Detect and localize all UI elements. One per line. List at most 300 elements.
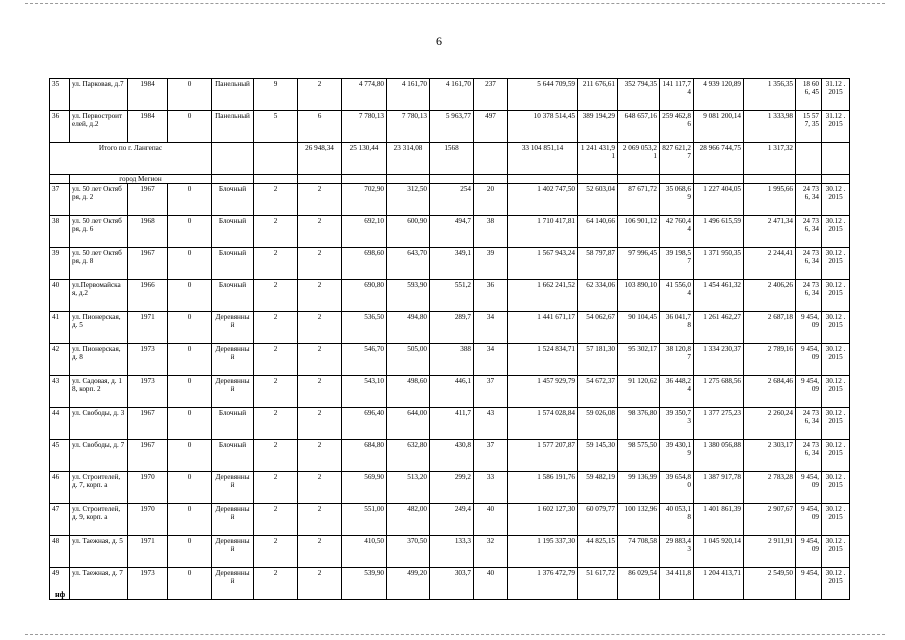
cell-a1: 44 825,15 xyxy=(578,536,618,568)
cell-a4: 1 380 056,88 xyxy=(694,440,744,472)
cell-v2: 312,50 xyxy=(387,184,430,216)
cell-c3: 0 xyxy=(168,184,212,216)
total-section xyxy=(50,143,850,184)
cell-year: 1967 xyxy=(128,184,168,216)
cell-year: 1973 xyxy=(128,568,168,600)
cell-address: ул. Садовая, д. 18, корп. 2 xyxy=(70,376,128,408)
cell-v1: 569,90 xyxy=(342,472,387,504)
cell-v1: 690,80 xyxy=(342,280,387,312)
cell-material: Блочный xyxy=(212,440,254,472)
cell-year: 1967 xyxy=(128,408,168,440)
cell-v2: 513,20 xyxy=(387,472,430,504)
total-v4: 1568 xyxy=(430,143,474,175)
cell-a2: 100 132,96 xyxy=(618,504,660,536)
cell-no: 45 xyxy=(50,440,70,472)
cell-v4: 33 xyxy=(474,472,508,504)
cell-a2: 74 708,58 xyxy=(618,536,660,568)
cell-a5: 2 907,67 xyxy=(744,504,796,536)
cell-cost: 1 402 747,50 xyxy=(508,184,578,216)
table-row xyxy=(50,408,850,440)
cell-a3: 38 120,8 7 xyxy=(660,344,694,376)
cell-floors: 2 xyxy=(254,504,298,536)
cell-date: 30.12 .2015 xyxy=(822,440,850,472)
total-row xyxy=(50,143,850,175)
cell-a1: 58 797,87 xyxy=(578,248,618,280)
cell-v1: 684,80 xyxy=(342,440,387,472)
cell-floors: 2 xyxy=(254,280,298,312)
rows-megion xyxy=(50,184,850,600)
total-a3: 827 621,2 7 xyxy=(660,143,694,175)
cell-entrances: 2 xyxy=(298,504,342,536)
cell-v1: 551,00 xyxy=(342,504,387,536)
cell-v3: 133,3 xyxy=(430,536,474,568)
cell-a1: 64 140,66 xyxy=(578,216,618,248)
cell-cost: 5 644 709,59 xyxy=(508,79,578,111)
cell-a2: 648 657,16 xyxy=(618,111,660,143)
cell-a5: 2 687,18 xyxy=(744,312,796,344)
cell-c3: 0 xyxy=(168,111,212,143)
cell-material: Деревянный xyxy=(212,568,254,600)
table-row xyxy=(50,568,850,600)
cell-c3: 0 xyxy=(168,472,212,504)
cell-address: ул. Свободы, д. 7 xyxy=(70,440,128,472)
cell-v1: 696,40 xyxy=(342,408,387,440)
cell-a2: 106 901,12 xyxy=(618,216,660,248)
cell-a1: 54 062,67 xyxy=(578,312,618,344)
total-v2: 25 130,44 xyxy=(342,143,387,175)
city-empty xyxy=(342,175,387,184)
cell-entrances: 2 xyxy=(298,440,342,472)
cell-v2: 494,80 xyxy=(387,312,430,344)
total-a5: 1 317,32 xyxy=(744,143,796,175)
cell-floors: 2 xyxy=(254,472,298,504)
cell-entrances: 2 xyxy=(298,408,342,440)
table-row xyxy=(50,536,850,568)
bottom-scan-edge xyxy=(25,634,885,635)
total-empty-a xyxy=(212,143,254,175)
cell-no: 49 xyxy=(50,568,70,600)
cell-floors: 2 xyxy=(254,312,298,344)
cell-no: 43 xyxy=(50,376,70,408)
cell-v4: 38 xyxy=(474,216,508,248)
cell-date: 30.12 .2015 xyxy=(822,184,850,216)
cell-address: ул. Свободы, д. 3 xyxy=(70,408,128,440)
table-row xyxy=(50,440,850,472)
cell-entrances: 2 xyxy=(298,312,342,344)
city-empty xyxy=(822,175,850,184)
cell-year: 1968 xyxy=(128,216,168,248)
cell-material: Деревянный xyxy=(212,376,254,408)
cell-a5: 1 995,66 xyxy=(744,184,796,216)
cell-a6: 24 736, 34 xyxy=(796,408,822,440)
cell-material: Блочный xyxy=(212,248,254,280)
cell-v2: 632,80 xyxy=(387,440,430,472)
cell-v2: 4 161,70 xyxy=(387,79,430,111)
cell-cost: 1 574 028,84 xyxy=(508,408,578,440)
cell-address: ул. 50 лет Октября, д. 6 xyxy=(70,216,128,248)
cell-a3: 36 448,2 4 xyxy=(660,376,694,408)
cell-a5: 2 783,28 xyxy=(744,472,796,504)
cell-no: 42 xyxy=(50,344,70,376)
cell-entrances: 2 xyxy=(298,79,342,111)
top-scan-edge xyxy=(25,3,885,4)
cell-v1: 4 774,80 xyxy=(342,79,387,111)
cell-cost: 1 457 929,79 xyxy=(508,376,578,408)
cell-a2: 86 029,54 xyxy=(618,568,660,600)
cell-material: Деревянный xyxy=(212,312,254,344)
cell-v3: 4 161,70 xyxy=(430,79,474,111)
cell-a2: 352 794,35 xyxy=(618,79,660,111)
housing-table xyxy=(49,78,850,600)
cell-a6: 24 736, 34 xyxy=(796,248,822,280)
cell-a1: 59 026,08 xyxy=(578,408,618,440)
cell-address: ул. Строителей, д. 9, корп. а xyxy=(70,504,128,536)
cell-a5: 1 333,98 xyxy=(744,111,796,143)
cell-a2: 97 996,45 xyxy=(618,248,660,280)
cell-c3: 0 xyxy=(168,536,212,568)
cell-a2: 95 302,17 xyxy=(618,344,660,376)
city-empty xyxy=(618,175,660,184)
cell-a2: 87 671,72 xyxy=(618,184,660,216)
total-empty-c xyxy=(474,143,508,175)
cell-v2: 644,00 xyxy=(387,408,430,440)
cell-a4: 1 045 920,14 xyxy=(694,536,744,568)
total-a4: 28 966 744,75 xyxy=(694,143,744,175)
cell-cost: 1 524 834,71 xyxy=(508,344,578,376)
cell-v3: 446,1 xyxy=(430,376,474,408)
cell-a3: 29 883,4 3 xyxy=(660,536,694,568)
cell-entrances: 2 xyxy=(298,376,342,408)
cell-cost: 1 567 943,24 xyxy=(508,248,578,280)
cell-date: 30.12 .2015 xyxy=(822,216,850,248)
cell-v2: 643,70 xyxy=(387,248,430,280)
cell-a5: 2 406,26 xyxy=(744,280,796,312)
cell-c3: 0 xyxy=(168,248,212,280)
table-row xyxy=(50,280,850,312)
cell-a4: 1 454 461,32 xyxy=(694,280,744,312)
cell-a6: 9 454, 09 xyxy=(796,312,822,344)
city-empty xyxy=(430,175,474,184)
cell-v4: 20 xyxy=(474,184,508,216)
cell-a6: 9 454, 09 xyxy=(796,344,822,376)
cell-v1: 692,10 xyxy=(342,216,387,248)
cell-v3: 388 xyxy=(430,344,474,376)
city-empty xyxy=(796,175,822,184)
cell-cost: 1 710 417,81 xyxy=(508,216,578,248)
cell-v2: 593,90 xyxy=(387,280,430,312)
cell-entrances: 2 xyxy=(298,568,342,600)
cell-no: 47 xyxy=(50,504,70,536)
cell-a6: 9 454, 09 xyxy=(796,376,822,408)
city-empty xyxy=(298,175,342,184)
cell-no: 44 xyxy=(50,408,70,440)
cell-a3: 259 462,8 6 xyxy=(660,111,694,143)
cell-floors: 2 xyxy=(254,376,298,408)
cell-a6: 9 454, 09 xyxy=(796,472,822,504)
cell-c3: 0 xyxy=(168,216,212,248)
cell-v1: 410,50 xyxy=(342,536,387,568)
city-empty xyxy=(254,175,298,184)
cell-address: ул. Таежная, д. 5 xyxy=(70,536,128,568)
cell-a4: 1 261 462,27 xyxy=(694,312,744,344)
cell-floors: 5 xyxy=(254,111,298,143)
cell-no: 39 xyxy=(50,248,70,280)
cell-cost: 1 195 337,30 xyxy=(508,536,578,568)
cell-material: Блочный xyxy=(212,216,254,248)
cell-a3: 34 411,8 xyxy=(660,568,694,600)
total-empty-d xyxy=(796,143,822,175)
cell-a3: 40 053,1 8 xyxy=(660,504,694,536)
cell-a2: 98 575,50 xyxy=(618,440,660,472)
cell-date: 30.12 .2015 xyxy=(822,568,850,600)
table-row xyxy=(50,312,850,344)
cell-a2: 98 376,80 xyxy=(618,408,660,440)
cell-a1: 51 617,72 xyxy=(578,568,618,600)
city-empty xyxy=(508,175,578,184)
city-empty xyxy=(474,175,508,184)
cell-a1: 57 181,30 xyxy=(578,344,618,376)
cell-floors: 2 xyxy=(254,216,298,248)
cell-c3: 0 xyxy=(168,408,212,440)
cell-c3: 0 xyxy=(168,440,212,472)
cell-entrances: 6 xyxy=(298,111,342,143)
cell-address: ул. Первостроителей, д.2 xyxy=(70,111,128,143)
cell-c3: 0 xyxy=(168,568,212,600)
table-row xyxy=(50,472,850,504)
cell-year: 1970 xyxy=(128,472,168,504)
cell-no: 41 xyxy=(50,312,70,344)
cell-date: 30.12 .2015 xyxy=(822,344,850,376)
cell-material: Панельный xyxy=(212,111,254,143)
cell-a6: 9 454, 09 xyxy=(796,504,822,536)
cell-v4: 497 xyxy=(474,111,508,143)
cell-a3: 39 198,5 7 xyxy=(660,248,694,280)
page-number: 6 xyxy=(436,34,442,48)
cell-c3: 0 xyxy=(168,504,212,536)
cell-v4: 34 xyxy=(474,312,508,344)
cell-cost: 1 441 671,17 xyxy=(508,312,578,344)
cell-a1: 54 672,37 xyxy=(578,376,618,408)
cell-a6: 24 736, 34 xyxy=(796,216,822,248)
cell-entrances: 2 xyxy=(298,536,342,568)
cell-address: ул. Пионерская, д. 5 xyxy=(70,312,128,344)
cell-a6: 18 606, 45 xyxy=(796,79,822,111)
city-empty xyxy=(694,175,744,184)
cell-year: 1984 xyxy=(128,79,168,111)
cell-v3: 249,4 xyxy=(430,504,474,536)
cell-date: 30.12 .2015 xyxy=(822,536,850,568)
cell-cost: 10 378 514,45 xyxy=(508,111,578,143)
cell-c3: 0 xyxy=(168,312,212,344)
city-label: город Мегион xyxy=(70,175,212,184)
cell-v4: 237 xyxy=(474,79,508,111)
cell-a3: 35 068,6 9 xyxy=(660,184,694,216)
cell-c3: 0 xyxy=(168,344,212,376)
total-a2: 2 069 053,21 xyxy=(618,143,660,175)
cell-c3: 0 xyxy=(168,280,212,312)
cell-address: ул. Строителей, д. 7, корп. а xyxy=(70,472,128,504)
cell-v3: 5 963,77 xyxy=(430,111,474,143)
cell-no: 36 xyxy=(50,111,70,143)
cell-a4: 1 334 230,37 xyxy=(694,344,744,376)
cell-a1: 389 194,29 xyxy=(578,111,618,143)
cell-a5: 2 244,41 xyxy=(744,248,796,280)
total-empty-e xyxy=(822,143,850,175)
city-empty xyxy=(744,175,796,184)
cell-address: ул. Пионерская, д. 8 xyxy=(70,344,128,376)
cell-a3: 41 556,0 4 xyxy=(660,280,694,312)
cell-date: 30.12 .2015 xyxy=(822,472,850,504)
cell-v1: 546,70 xyxy=(342,344,387,376)
cell-v2: 482,00 xyxy=(387,504,430,536)
cell-address: ул. Парковая, д.7 xyxy=(70,79,128,111)
table-row xyxy=(50,376,850,408)
cell-a4: 1 204 413,71 xyxy=(694,568,744,600)
cell-a2: 103 890,10 xyxy=(618,280,660,312)
cell-floors: 2 xyxy=(254,344,298,376)
cell-cost: 1 602 127,30 xyxy=(508,504,578,536)
cell-a4: 1 401 861,39 xyxy=(694,504,744,536)
cell-floors: 2 xyxy=(254,184,298,216)
cell-floors: 2 xyxy=(254,568,298,600)
cell-cost: 1 577 207,87 xyxy=(508,440,578,472)
cell-date: 30.12 .2015 xyxy=(822,280,850,312)
cell-no: 35 xyxy=(50,79,70,111)
cell-entrances: 2 xyxy=(298,184,342,216)
cell-a5: 2 260,24 xyxy=(744,408,796,440)
cell-a3: 141 117,7 4 xyxy=(660,79,694,111)
table-row xyxy=(50,111,850,143)
cell-v4: 39 xyxy=(474,248,508,280)
cell-v3: 411,7 xyxy=(430,408,474,440)
total-empty-b xyxy=(254,143,298,175)
cell-v1: 539,90 xyxy=(342,568,387,600)
cell-a1: 211 676,61 xyxy=(578,79,618,111)
cell-no: 37 xyxy=(50,184,70,216)
cell-year: 1973 xyxy=(128,376,168,408)
cell-no: 40 xyxy=(50,280,70,312)
cell-no: 46 xyxy=(50,472,70,504)
cell-a4: 4 939 120,89 xyxy=(694,79,744,111)
cell-date: 31.12 .2015 xyxy=(822,79,850,111)
city-empty xyxy=(387,175,430,184)
cell-a4: 1 371 950,35 xyxy=(694,248,744,280)
cell-year: 1971 xyxy=(128,312,168,344)
cell-material: Деревянный xyxy=(212,536,254,568)
cell-c3: 0 xyxy=(168,79,212,111)
table-row xyxy=(50,184,850,216)
cell-a5: 2 789,16 xyxy=(744,344,796,376)
cell-a6: 24 736, 34 xyxy=(796,440,822,472)
cell-a3: 36 041,7 8 xyxy=(660,312,694,344)
cell-a6: 24 736, 34 xyxy=(796,184,822,216)
city-empty xyxy=(660,175,694,184)
cell-a5: 2 471,34 xyxy=(744,216,796,248)
cell-material: Блочный xyxy=(212,184,254,216)
cell-date: 31.12 .2015 xyxy=(822,111,850,143)
cell-date: 30.12 .2015 xyxy=(822,408,850,440)
cell-v4: 32 xyxy=(474,536,508,568)
cell-v3: 254 xyxy=(430,184,474,216)
cell-floors: 2 xyxy=(254,248,298,280)
cell-year: 1971 xyxy=(128,536,168,568)
cell-floors: 9 xyxy=(254,79,298,111)
cell-a5: 1 356,35 xyxy=(744,79,796,111)
cell-v3: 551,2 xyxy=(430,280,474,312)
table-row xyxy=(50,248,850,280)
total-v1: 26 948,34 xyxy=(298,143,342,175)
cell-material: Блочный xyxy=(212,408,254,440)
cell-cost: 1 662 241,52 xyxy=(508,280,578,312)
cell-a3: 39 654,8 0 xyxy=(660,472,694,504)
cell-v4: 40 xyxy=(474,568,508,600)
cell-v1: 543,10 xyxy=(342,376,387,408)
cell-floors: 2 xyxy=(254,536,298,568)
table-row xyxy=(50,344,850,376)
table-row xyxy=(50,216,850,248)
cell-material: Блочный xyxy=(212,280,254,312)
cell-v2: 600,90 xyxy=(387,216,430,248)
cell-a4: 1 377 275,23 xyxy=(694,408,744,440)
cell-no: 38 xyxy=(50,216,70,248)
cell-v3: 494,7 xyxy=(430,216,474,248)
cell-a1: 60 079,77 xyxy=(578,504,618,536)
cell-a5: 2 911,91 xyxy=(744,536,796,568)
cell-v3: 299,2 xyxy=(430,472,474,504)
cell-v4: 36 xyxy=(474,280,508,312)
cell-v2: 7 780,13 xyxy=(387,111,430,143)
cell-date: 30.12 .2015 xyxy=(822,504,850,536)
cell-v1: 7 780,13 xyxy=(342,111,387,143)
table-row xyxy=(50,79,850,111)
cell-address: ул.Первомайская, д.2 xyxy=(70,280,128,312)
rows-top xyxy=(50,79,850,143)
total-a1: 1 241 431,91 xyxy=(578,143,618,175)
cell-material: Деревянный xyxy=(212,472,254,504)
cell-v1: 698,60 xyxy=(342,248,387,280)
cell-year: 1984 xyxy=(128,111,168,143)
cell-address: ул. 50 лет Октября, д. 8 xyxy=(70,248,128,280)
cell-a1: 59 145,30 xyxy=(578,440,618,472)
cell-v3: 349,1 xyxy=(430,248,474,280)
cell-v4: 34 xyxy=(474,344,508,376)
total-label: Итого по г. Лангепас xyxy=(50,143,212,175)
cell-address: ул. 50 лет Октября, д. 2 xyxy=(70,184,128,216)
table-row xyxy=(50,504,850,536)
cell-a4: 1 387 917,78 xyxy=(694,472,744,504)
cell-v4: 37 xyxy=(474,376,508,408)
cell-v2: 499,20 xyxy=(387,568,430,600)
cell-floors: 2 xyxy=(254,408,298,440)
cell-date: 30.12 .2015 xyxy=(822,312,850,344)
cell-a6: 15 577, 35 xyxy=(796,111,822,143)
cell-entrances: 2 xyxy=(298,344,342,376)
cell-a3: 39 350,7 3 xyxy=(660,408,694,440)
cell-a2: 99 136,99 xyxy=(618,472,660,504)
footer-mark: нф xyxy=(55,590,66,599)
city-row xyxy=(50,175,850,184)
cell-a1: 52 603,04 xyxy=(578,184,618,216)
cell-a3: 39 430,1 9 xyxy=(660,440,694,472)
cell-v1: 536,50 xyxy=(342,312,387,344)
cell-a4: 1 275 688,56 xyxy=(694,376,744,408)
cell-date: 30.12 .2015 xyxy=(822,376,850,408)
cell-a1: 62 334,06 xyxy=(578,280,618,312)
cell-a2: 90 104,45 xyxy=(618,312,660,344)
cell-a5: 2 303,17 xyxy=(744,440,796,472)
cell-entrances: 2 xyxy=(298,280,342,312)
cell-a3: 42 760,4 4 xyxy=(660,216,694,248)
